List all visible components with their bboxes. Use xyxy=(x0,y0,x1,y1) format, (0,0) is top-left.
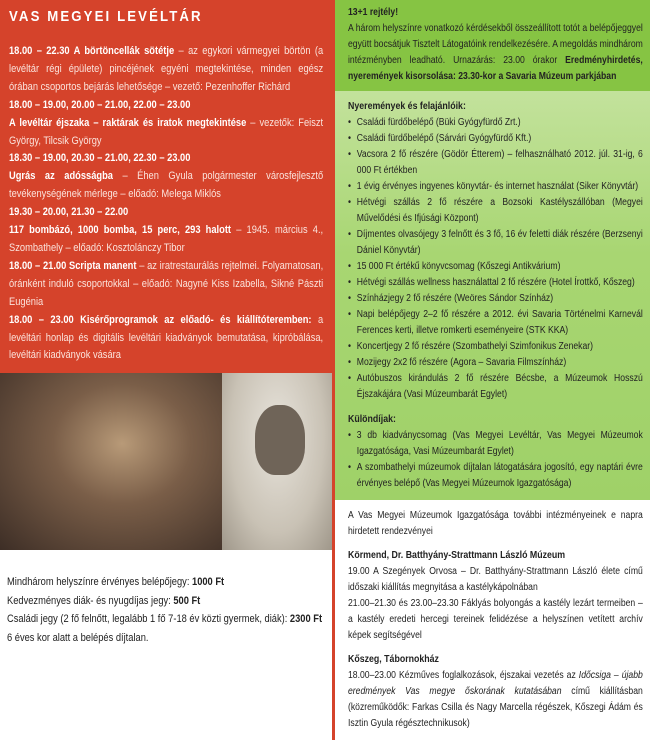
price-line xyxy=(7,573,325,591)
event-photo xyxy=(0,373,222,550)
kormend-event: 21.00–21.30 és 23.00–23.30 Fáklyás bolyongás a kastély lezárt termeiben – a kastély eredeti hercegi tereinek felidézése a helyszínen vetített archív képek segítségével xyxy=(348,598,643,641)
special-title: Különdíjak: xyxy=(348,414,396,425)
prizes-panel xyxy=(335,91,650,500)
event-item xyxy=(9,97,323,115)
prizes-list xyxy=(348,115,643,403)
price-label: Mindhárom helyszínre érvényes belépőjegy: xyxy=(7,576,193,589)
event-text: – Éhen Gyula polgármester városfejlesztő tevékenységének mérlege – előadó: Melega Miklós xyxy=(9,170,324,201)
event-text: a levéltári honlap és digitális levéltári kiadványok bemutatása, kipróbálása, levéltári kiadványok vására xyxy=(9,313,324,362)
event-title: A levéltár éjszaka – raktárak és iratok megtekintése xyxy=(9,116,247,129)
event-item xyxy=(9,168,323,204)
portrait-photo xyxy=(222,373,332,550)
prize-item: • A szombathelyi múzeumok díjtalan látogatására jogosító, egy naptári évre érvényes belépő (Vas Megyei Múzeumok Igazgatósága) xyxy=(348,460,643,492)
event-text: – 1945. március 4., Szombathely – előadó: Kosztolánczy Tibor xyxy=(9,224,324,254)
right-column xyxy=(332,0,650,740)
koszeg-text: című kiállításban (közreműködők: Farkas Csilla és Nagy Marcella régészek, Kőszegi Ádám és Isztin Gyula régésztechnikusok) xyxy=(348,686,643,729)
event-title: 18.00 – 21.00 Scripta manent xyxy=(9,259,137,272)
event-item xyxy=(9,43,323,97)
prizes-title: Nyeremények és felajánlóik: xyxy=(348,101,466,112)
event-text: – az iratrestaurálás rejtelmei. Folyamatosan, óránként induló csoportokkal – előadó: Nagyné Kiss Izabella, Sikné Pászti Eugénia xyxy=(9,259,324,308)
price-line xyxy=(7,610,325,628)
event-list xyxy=(9,43,323,365)
exhibition-title: Időcsiga – újabb eredmények Vas megye őskorának kutatásában xyxy=(348,670,643,697)
archive-program-panel xyxy=(0,0,332,373)
event-item xyxy=(9,204,323,222)
ticket-prices xyxy=(0,550,332,657)
price-value: 1000 Ft xyxy=(192,576,225,589)
quiz-announcement: Eredményhirdetés, nyeremények kisorsolása: 23.30-kor a Savaria Múzeum parkjában xyxy=(348,55,643,82)
event-item xyxy=(9,115,323,151)
price-label: 6 éves kor alatt a belépés díjtalan. xyxy=(7,631,149,644)
event-title: 18.30 – 19.00, 20.30 – 21.00, 22.30 – 23.00 xyxy=(9,152,191,165)
prize-item: • 15 000 Ft értékű könyvcsomag (Kőszegi Antikvárium) xyxy=(348,259,643,275)
event-title: 18.00 – 23.00 Kisérőprogramok az előadó- és kiállítóteremben: xyxy=(9,313,312,326)
prize-item: • Napi belépőjegy 2–2 fő részére a 2012. évi Savaria Történelmi Karnevál Ferences kerti, illetve romkerti eseményeire (STK KKA) xyxy=(348,307,643,339)
prize-item: • Díjmentes olvasójegy 3 felnőtt és 3 fő, 16 év feletti diák részére (Berzsenyi Dániel Könyvtár) xyxy=(348,227,643,259)
portrait-figure xyxy=(255,405,305,475)
price-line xyxy=(7,592,325,610)
intro-text: A Vas Megyei Múzeumok Igazgatósága további intézményeinek e napra hirdetett rendezvényei xyxy=(348,510,643,537)
other-events xyxy=(335,500,650,740)
event-text: – vezetők: Feiszt György, Tilcsik György xyxy=(9,116,324,147)
prize-item: • Családi fürdőbelépő (Büki Gyógyfürdő Zrt.) xyxy=(348,115,643,131)
event-text: – az egykori vármegyei börtön (a levéltár régi épülete) pincéjének egyéni megtekintése, minden egész órában csoportos bejárás lehetősége – vezető: Pezenhoffer Richárd xyxy=(9,45,324,93)
prize-item: • Vacsora 2 fő részére (Gödör Étterem) – felhasználható 2012. júl. 31-ig, 6 000 Ft értékben xyxy=(348,147,643,179)
price-value: 500 Ft xyxy=(173,594,201,607)
kormend-title: Körmend, Dr. Batthyány-Strattmann László Múzeum xyxy=(348,550,566,561)
prize-item: • Hétvégi szállás 2 fő részére a Bozsoki Kastélyszállóban (Megyei Művelődési és Ifjúsági Központ) xyxy=(348,195,643,227)
ticket-prices-content xyxy=(7,573,325,647)
quiz-text: A három helyszínre vonatkozó kérdésekből összeállított totót a belépőjeggyel együtt bocsátjuk Tisztelt Látogatóink rendelkezésére. A megoldás mindhárom intézményben leadható. Urnazárás: 23.00 órakor xyxy=(348,23,643,66)
special-prizes-list xyxy=(348,428,643,492)
event-item xyxy=(9,150,323,168)
koszeg-title: Kőszeg, Tábornokház xyxy=(348,654,439,665)
event-item xyxy=(9,222,323,258)
event-title: 18.00 – 19.00, 20.00 – 21.00, 22.00 – 23.00 xyxy=(9,98,191,111)
prize-item: • Hétvégi szállás wellness használattal 2 fő részére (Hotel Írottkő, Kőszeg) xyxy=(348,275,643,291)
event-title: Ugrás az adósságba xyxy=(9,170,113,183)
quiz-content xyxy=(348,5,643,85)
kormend-event: 19.00 A Szegények Orvosa – Dr. Batthyány-Strattmann László élete című időszaki kiállítás megnyitása a kastélykápolnában xyxy=(348,566,643,593)
prize-item: • 1 évig érvényes ingyenes könyvtár- és internet használat (Siker Könyvtár) xyxy=(348,179,643,195)
quiz-title: 13+1 rejtély! xyxy=(348,7,399,18)
price-label: Családi jegy (2 fő felnőtt, legalább 1 fő 7-18 év közti gyermek, diák): xyxy=(7,613,290,626)
prize-item: • 3 db kiadványcsomag (Vas Megyei Levéltár, Vas Megyei Múzeumok Igazgatósága, Vasi Múzeumbarát Egylet) xyxy=(348,428,643,460)
archive-program-content xyxy=(9,8,323,365)
koszeg-text: 18.00–23.00 Kézműves foglalkozások, éjszakai vezetés az xyxy=(348,670,579,681)
event-item xyxy=(9,312,323,366)
prize-item: • Mozijegy 2x2 fő részére (Agora – Savaria Filmszínház) xyxy=(348,355,643,371)
event-title: 19.30 – 20.00, 21.30 – 22.00 xyxy=(9,206,129,219)
quiz-panel xyxy=(335,0,650,91)
event-item xyxy=(9,258,323,312)
section-title: VAS MEGYEI LEVÉLTÁR xyxy=(9,8,203,25)
koszeg-event xyxy=(348,668,643,732)
event-title: 18.00 – 22.30 A börtöncellák sötétje xyxy=(9,45,175,57)
price-label: Kedvezményes diák- és nyugdíjas jegy: xyxy=(7,594,174,607)
price-line xyxy=(7,629,325,647)
prizes-content xyxy=(348,99,643,492)
other-events-content xyxy=(348,508,643,732)
price-value: 2300 Ft xyxy=(289,613,323,626)
prize-item: • Autóbuszos kirándulás 2 fő részére Bécsbe, a Múzeumok Hosszú Éjszakájára (Vasi Múzeumbarát Egylet) xyxy=(348,371,643,403)
prize-item: • Koncertjegy 2 fő részére (Szombathelyi Szimfonikus Zenekar) xyxy=(348,339,643,355)
event-title: 117 bombázó, 1000 bomba, 15 perc, 293 halott xyxy=(9,224,232,237)
prize-item: • Színházjegy 2 fő részére (Weöres Sándor Színház) xyxy=(348,291,643,307)
photo-strip xyxy=(0,373,332,550)
prize-item: • Családi fürdőbelépő (Sárvári Gyógyfürdő Kft.) xyxy=(348,131,643,147)
